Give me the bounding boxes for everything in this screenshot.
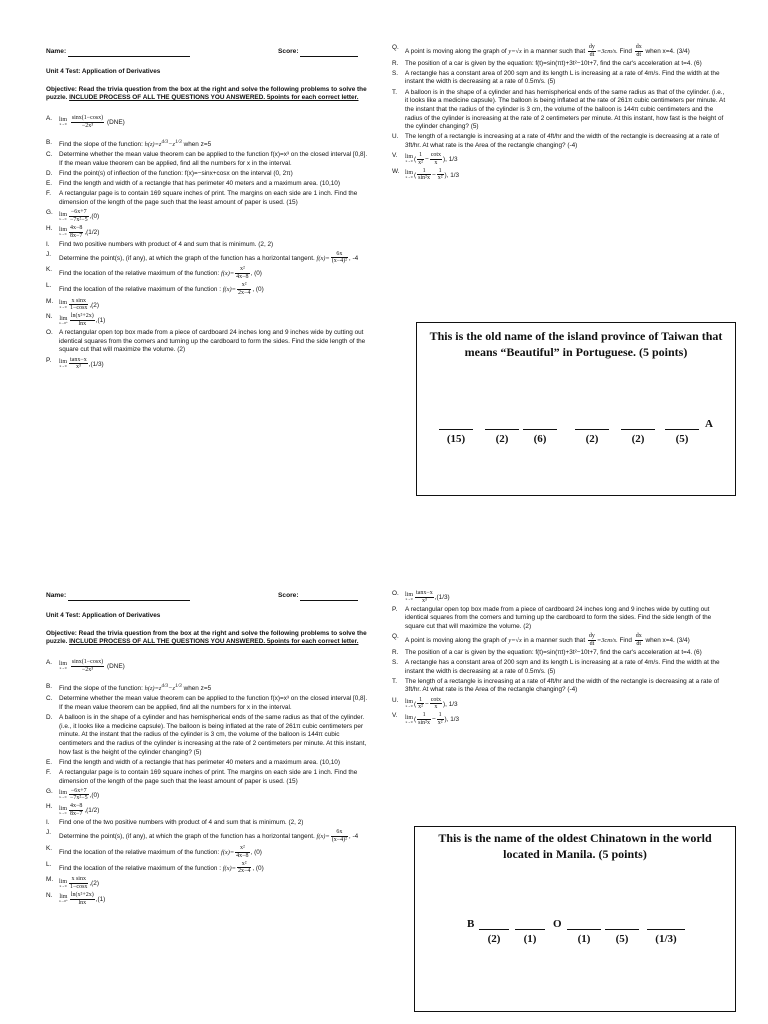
question-label: D. (46, 714, 53, 722)
question-label: S. (392, 69, 399, 77)
question-text: Find the location of the relative maximum of the function: f(x)= $\frac{\text{x²}}{4x-8}$ , (0) (59, 844, 262, 859)
answer-blank[interactable] (621, 419, 655, 447)
question-q (392, 44, 728, 58)
question-d (46, 714, 372, 757)
question-label: N. (46, 892, 53, 900)
question-p (392, 606, 728, 632)
question-text: The length of a rectangle is increasing at a rate of 4ft/hr and the width of the rectangle is decreasing at a rate of 3ft/hr. At what rate is the Area of the rectangle changing? (-4) (405, 133, 720, 149)
fraction: $\frac{-6x+7}{\text{−7x²−5}}$ (70, 787, 88, 802)
question-w (392, 168, 728, 182)
blank-hint: (2) (585, 433, 599, 445)
question-f (46, 769, 372, 786)
question-label: O. (46, 329, 53, 337)
question-g (46, 209, 372, 223)
question-text: Find one of the two positive numbers with product of 4 and sum that is minimum. (2, 2) (59, 819, 304, 827)
blank-hint: (2) (487, 933, 501, 945)
objective (46, 630, 372, 647)
question-text: A rectangular page is to contain 169 square inches of print. The margins on each side are 1 inch. Find the dimension of the length of the page such that the least amount of paper is used. (15) (59, 190, 358, 207)
question-text: Determine whether the mean value theorem can be applied to the function f(x)=x³ on the closed interval [0,8]. If the mean value theorem can be applied, find all the numbers for x in the interval. (59, 695, 368, 712)
question-label: B. (46, 139, 53, 147)
question-label: Q. (392, 633, 399, 641)
question-label: U. (392, 696, 399, 704)
question-text: lim x→0 $\frac{\sin x(1-\cos x)}{\text{−2x³}}$ (DNE) (59, 658, 125, 673)
question-text: Determine the point(s), (if any), at which the graph of the function has a horizontal tangent. f(x)= $\frac{6x}{\text{(x−4)²}}$ , -4 (59, 250, 359, 265)
fraction: $\frac{\text{ln(x²+2x)}}{\ln x}$ (70, 313, 94, 328)
lim-symbol: lim x→0⁺ (59, 894, 68, 904)
question-h (46, 225, 372, 239)
question-text: A rectangular open top box made from a piece of cardboard 24 inches long and 9 inches wide by cutting out identical squares from the corners and turning up the cardboard to form the sides. Find the side length of the square cut that will maximize the volume. (2) (59, 329, 366, 354)
question-b (46, 139, 372, 150)
question-l (46, 861, 372, 875)
question-label: A. (46, 114, 53, 122)
fraction: $\frac{4x-8}{8x-7}$ (70, 224, 83, 239)
blank-hint: (6) (533, 433, 547, 445)
name-line (68, 593, 190, 601)
fraction: $\frac{\text{x sinx}}{1-\cos x}$ (70, 297, 88, 312)
question-e (46, 180, 372, 189)
score-field (278, 592, 358, 601)
right-column (392, 590, 728, 728)
question-label: V. (392, 712, 398, 720)
fraction: $\frac{\tan x-x}{\text{x³}}$ (416, 590, 433, 604)
question-label: T. (392, 677, 397, 685)
question-label: V. (392, 152, 398, 160)
blank-hint: (5) (675, 433, 689, 445)
question-text: lim x→0 ( $\frac{1}{\text{sin²x}}$ − $\frac{1}{\text{x²}}$ ), 1/3 (405, 167, 460, 182)
objective-instruction: INCLUDE PROCESS OF ALL THE QUESTIONS YOU ANSWERED. 5points for each correct letter. (69, 94, 359, 102)
blank-hint: (1/3) (655, 933, 677, 945)
question-text: lim x→0 $\frac{\text{x sinx}}{1-\cos x}$ ,(2) (59, 876, 99, 890)
lim-symbol: lim x→0⁺ (59, 315, 68, 325)
blank-hint: (1) (523, 933, 537, 945)
question-s (392, 70, 728, 87)
fraction: $\frac{1}{\text{x²}}$ (418, 696, 423, 711)
question-text: A rectangle has a constant area of 200 sqm and its length L is increasing at a rate of 4m/s. Find the width at the instant the width is decreasing at a rate of 0.5m/s. (5) (405, 658, 720, 675)
name-label: Name: (46, 48, 67, 55)
question-n (46, 313, 372, 327)
blank-hint: (2) (631, 433, 645, 445)
lim-symbol: lim x→0 (59, 300, 68, 310)
trivia-question: This is the name of the oldest Chinatown in the world located in Manila. (5 points) (438, 831, 712, 861)
trivia-box (416, 322, 736, 496)
fraction: $\frac{6x}{\text{(x−4)²}}$ (331, 829, 347, 843)
blank-hint: (2) (495, 433, 509, 445)
question-label: L. (46, 860, 52, 868)
question-text: A rectangular page is to contain 169 square inches of print. The margins on each side are 1 inch. Find the dimension of the length of the page such that the least amount of paper is used. (15) (59, 769, 358, 785)
fraction: $\frac{1}{\text{x²}}$ (437, 167, 443, 182)
answer-blank[interactable] (515, 919, 545, 947)
question-g (46, 788, 372, 802)
question-text: lim x→∞ $\frac{-6x+7}{\text{−7x²−5}}$ ,(0) (59, 787, 100, 802)
question-text: lim x→0 $\frac{\text{x sinx}}{1-\cos x}$ ,(2) (59, 297, 99, 312)
question-h (46, 803, 372, 817)
question-label: K. (46, 844, 53, 852)
lim-symbol: lim x→0 (59, 661, 68, 671)
test-title: Unit 4 Test: Application of Derivatives (46, 68, 161, 75)
question-label: I. (46, 240, 50, 248)
question-o (392, 590, 728, 604)
question-label: P. (46, 356, 52, 364)
name-line (68, 49, 190, 57)
question-label: J. (46, 250, 51, 258)
worksheet-bottom (0, 512, 768, 1024)
fraction: $\frac{\text{x²}}{2x-4}$ (237, 282, 251, 296)
question-label: E. (46, 180, 53, 188)
question-text: lim x→∞ $\frac{-6x+7}{\text{−7x²−5}}$ ,(0) (59, 209, 100, 223)
question-text: lim x→0 $\frac{\tan x-x}{\text{x³}}$ ,(1/3) (405, 590, 450, 604)
question-label: B. (46, 683, 53, 691)
question-e (46, 759, 372, 768)
question-label: O. (392, 590, 399, 597)
question-label: I. (46, 819, 50, 827)
question-text: Find the location of the relative maximum of the function: f(x)= $\frac{\text{x²}}{4x-8}$ , (0) (59, 266, 262, 281)
fraction: $\frac{6x}{\text{(x−4)²}}$ (331, 250, 347, 265)
question-text: Find the point(s) of inflection of the function: f(x)=−sinx+cosx on the interval (0, 2π) (59, 170, 293, 178)
objective-instruction: INCLUDE PROCESS OF ALL THE QUESTIONS YOU ANSWERED. 5points for each correct letter. (69, 638, 359, 646)
question-label: T. (392, 88, 397, 96)
question-t (392, 678, 728, 695)
question-text: lim x→0 ( $\frac{1}{\text{x²}}$ − $\frac{\cot x}{x}$ ), 1/3 (405, 152, 458, 166)
question-label: G. (46, 209, 53, 217)
fraction: $\frac{-6x+7}{\text{−7x²−5}}$ (70, 209, 88, 223)
answer-blank[interactable] (439, 419, 473, 447)
question-label: F. (46, 769, 51, 776)
question-text: Find the slope of the function: $h(z)=z^{4/3}-z^{1/3}$ when z=5 (59, 139, 212, 149)
question-r (392, 60, 728, 69)
question-c (46, 695, 372, 712)
fraction: $\frac{1}{\text{sin²x}}$ (418, 712, 430, 726)
question-c (46, 151, 372, 168)
question-text: A point is moving along the graph of y=√x in a manner such that $\frac{dy}{dt}$ =3cm/s. Find $\frac{dx}{dt}$ when x=4. (3/4) (405, 44, 690, 58)
objective (46, 86, 372, 103)
question-r (392, 649, 728, 658)
name-label: Name: (46, 592, 67, 599)
trivia-question: This is the old name of the island province of Taiwan that means “Beautiful” in Portuguese. (5 points) (429, 329, 723, 359)
question-label: C. (46, 695, 53, 703)
lim-symbol: lim x→0 (59, 117, 68, 127)
question-d (46, 170, 372, 179)
given-letter: O (553, 918, 562, 930)
blank-hint: (1) (577, 933, 591, 945)
fraction: $\frac{4x-8}{8x-7}$ (70, 803, 83, 818)
question-label: R. (392, 648, 399, 656)
question-text: lim x→0 $\frac{\tan x-x}{\text{x³}}$ ,(1/3) (59, 356, 104, 371)
question-text: lim x→0⁺ $\frac{\text{ln(x²+2x)}}{\ln x}$ ,(1) (59, 313, 106, 328)
question-k (46, 266, 372, 280)
fraction: $\frac{1}{\text{x²}}$ (437, 712, 443, 726)
answer-blank[interactable] (479, 919, 509, 947)
question-text: A point is moving along the graph of y=√x in a manner such that $\frac{dy}{dt}$ =3cm/s. Find $\frac{dx}{dt}$ when x=4. (3/4) (405, 633, 690, 647)
question-label: A. (46, 658, 53, 666)
question-text: Determine whether the mean value theorem can be applied to the function f(x)=x³ on the closed interval [0,8]. If the mean value theorem can be applied, find all the numbers for x in the interval. (59, 151, 368, 168)
fraction: $\frac{\text{x²}}{2x-4}$ (237, 860, 251, 875)
question-label: J. (46, 829, 51, 837)
fraction: $\frac{\sin x(1-\cos x)}{\text{−2x³}}$ (71, 658, 104, 673)
lim-symbol: lim x→∞ (59, 805, 68, 815)
right-column (392, 44, 728, 183)
question-label: N. (46, 313, 53, 321)
question-k (46, 845, 372, 859)
question-label: E. (46, 758, 53, 766)
lim-symbol: lim x→∞ (59, 211, 68, 221)
question-label: G. (46, 787, 53, 795)
question-text: Determine the point(s), (if any), at which the graph of the function has a horizontal tangent. f(x)= $\frac{6x}{\text{(x−4)²}}$ , -4 (59, 829, 359, 843)
trivia-box (414, 826, 736, 1012)
question-text: Find the length and width of a rectangle that has perimeter 40 meters and a maximum area. (10,10) (59, 758, 340, 766)
name-field (46, 48, 190, 57)
lim-symbol: lim x→0 (405, 714, 414, 724)
answer-blank[interactable] (647, 919, 685, 947)
question-text: lim x→0 ( $\frac{1}{\text{sin²x}}$ − $\frac{1}{\text{x²}}$ ), 1/3 (405, 712, 460, 726)
question-label: W. (392, 167, 400, 175)
question-v (392, 712, 728, 726)
fraction: $\frac{dy}{dt}$ (588, 633, 595, 647)
question-a (46, 115, 372, 129)
question-text: Find two positive numbers with product of 4 and sum that is minimum. (2, 2) (59, 240, 274, 248)
name-field (46, 592, 190, 601)
question-label: C. (46, 151, 53, 159)
answer-blank[interactable] (605, 919, 639, 947)
question-text: A balloon is in the shape of a cylinder and has hemispherical ends of the same radius as that of the cylinder. (i.e., it looks like a medicine capsule). The balloon is being inflated at the rate of 261π cubic centimeters per minute. At the instant that the radius of the cylinder is 3 cm, the volume of the balloon is 144π cubic centimeters and the radius of the cylinder is increasing at the rate of 2 centimeters per minute. At this instant, how fast is the height of the cylinder changing? (5) (59, 714, 367, 756)
question-text: Find the slope of the function: $h(z)=z^{4/3}-z^{1/3}$ when z=5 (59, 683, 212, 693)
score-label: Score: (278, 592, 299, 599)
question-t (392, 89, 728, 132)
question-j (46, 251, 372, 265)
fraction: $\frac{dy}{dt}$ (588, 44, 595, 58)
test-title: Unit 4 Test: Application of Derivatives (46, 612, 161, 619)
question-label: P. (392, 605, 398, 613)
answer-blank[interactable] (567, 919, 601, 947)
fraction: $\frac{\cot x}{x}$ (430, 696, 442, 711)
question-label: F. (46, 190, 51, 198)
question-v (392, 152, 728, 166)
fraction: $\frac{1}{\text{x²}}$ (418, 152, 423, 166)
question-label: L. (46, 282, 52, 290)
question-u (392, 133, 728, 150)
question-label: R. (392, 59, 399, 67)
question-text: lim x→∞ $\frac{4x-8}{8x-7}$ ,(1/2) (59, 803, 100, 818)
question-s (392, 659, 728, 676)
fraction: $\frac{\text{x²}}{4x-8}$ (236, 844, 249, 859)
fraction: $\frac{\text{ln(x²+2x)}}{\ln x}$ (70, 892, 94, 906)
question-n (46, 892, 372, 906)
lim-symbol: lim x→0 (59, 358, 68, 368)
question-o (46, 329, 372, 355)
question-m (46, 876, 372, 890)
left-column (46, 612, 372, 908)
question-l (46, 282, 372, 296)
question-a (46, 659, 372, 673)
question-text: Find the length and width of a rectangle that has perimeter 40 meters and a maximum area. (10,10) (59, 180, 340, 188)
question-label: Q. (392, 44, 399, 51)
question-q (392, 633, 728, 647)
objective-text: Objective: Read the trivia question from the box at the right and solve the following problems to solve the puzzle. (46, 85, 367, 102)
question-label: U. (392, 133, 399, 141)
question-text: A rectangular open top box made from a piece of cardboard 24 inches long and 9 inches wide by cutting out identical squares from the corners and turning up the cardboard to form the sides. Find the side length of the square cut that will maximize the volume. (2) (405, 605, 712, 630)
fraction: $\frac{dx}{dt}$ (635, 44, 642, 58)
question-label: H. (46, 803, 53, 811)
question-text: The position of a car is given by the equation: f(t)=sin(πt)+3t²−10t+7, find the car's acceleration at t=4. (6) (405, 648, 702, 656)
question-label: M. (46, 297, 54, 305)
question-u (392, 697, 728, 711)
given-letter: B (467, 918, 475, 930)
question-text: Find the location of the relative maximum of the function : f(x)= $\frac{\text{x²}}{2x-4}$ , (0) (59, 860, 264, 875)
question-i (46, 241, 372, 250)
fraction: $\frac{1}{\text{sin²x}}$ (418, 167, 430, 182)
question-label: K. (46, 266, 53, 274)
lim-symbol: lim x→0 (405, 698, 414, 708)
question-label: S. (392, 658, 399, 666)
question-m (46, 298, 372, 312)
question-text: The length of a rectangle is increasing at a rate of 4ft/hr and the width of the rectangle is decreasing at a rate of 3ft/hr. At what rate is the Area of the rectangle changing? (-4) (405, 677, 720, 694)
fraction: $\frac{\text{x sinx}}{1-\cos x}$ (70, 876, 88, 890)
objective-text: Objective: Read the trivia question from the box at the right and solve the following problems to solve the puzzle. (46, 629, 367, 646)
question-label: D. (46, 170, 53, 178)
lim-symbol: lim x→0 (405, 592, 414, 602)
question-text: lim x→0 ( $\frac{1}{\text{x²}}$ − $\frac{\cot x}{x}$ ), 1/3 (405, 696, 458, 711)
given-letter: A (705, 418, 713, 430)
lim-symbol: lim x→∞ (59, 227, 68, 237)
fraction: $\frac{\sin x(1-\cos x)}{\text{−2x³}}$ (71, 114, 104, 129)
fraction: $\frac{\tan x-x}{\text{x³}}$ (70, 356, 87, 371)
blank-hint: (5) (615, 933, 629, 945)
fraction: $\frac{dx}{dt}$ (635, 633, 642, 647)
answer-blank[interactable] (485, 419, 519, 447)
question-label: M. (46, 876, 54, 884)
blank-hint: (15) (446, 433, 466, 445)
question-i (46, 819, 372, 828)
question-j (46, 829, 372, 843)
score-label: Score: (278, 48, 299, 55)
fraction: $\frac{\cot x}{x}$ (430, 152, 442, 166)
score-line (300, 593, 358, 601)
question-label: H. (46, 224, 53, 232)
question-text: lim x→0⁺ $\frac{\text{ln(x²+2x)}}{\ln x}$ ,(1) (59, 892, 106, 906)
answer-blank[interactable] (575, 419, 609, 447)
question-text: A balloon is in the shape of a cylinder and has hemispherical ends of the same radius as that of the cylinder. (i.e., it looks like a medicine capsule). The balloon is being inflated at the rate of 261π cubic centimeters per minute. At the instant that the radius of the cylinder is 3 cm, the volume of the balloon is 144π cubic centimeters and the radius of the cylinder is increasing at the rate of 2 centimeters per minute. At this instant, how fast is the height of the cylinder changing? (5) (405, 88, 726, 131)
question-b (46, 683, 372, 694)
question-text: A rectangle has a constant area of 200 sqm and its length L is increasing at a rate of 4m/s. Find the width at the instant the width is decreasing at a rate of 0.5m/s. (5) (405, 69, 720, 86)
question-text: lim x→∞ $\frac{4x-8}{8x-7}$ ,(1/2) (59, 224, 100, 239)
question-p (46, 357, 372, 371)
lim-symbol: lim x→0 (59, 878, 68, 888)
answer-blank[interactable] (665, 419, 699, 447)
fraction: $\frac{\text{x²}}{4x-8}$ (236, 266, 249, 281)
left-column (46, 68, 372, 372)
lim-symbol: lim x→∞ (59, 790, 68, 800)
lim-symbol: lim x→0 (405, 170, 414, 180)
question-text: lim x→0 $\frac{\sin x(1-\cos x)}{\text{−2x³}}$ (DNE) (59, 114, 125, 129)
question-text: Find the location of the relative maximum of the function : f(x)= $\frac{\text{x²}}{2x-4}$ , (0) (59, 282, 264, 296)
answer-blank[interactable] (523, 419, 557, 447)
score-line (300, 49, 358, 57)
question-f (46, 190, 372, 207)
score-field (278, 48, 358, 57)
lim-symbol: lim x→0 (405, 154, 414, 164)
question-text: The position of a car is given by the equation: f(t)=sin(πt)+3t²−10t+7, find the car's acceleration at t=4. (6) (405, 59, 702, 67)
